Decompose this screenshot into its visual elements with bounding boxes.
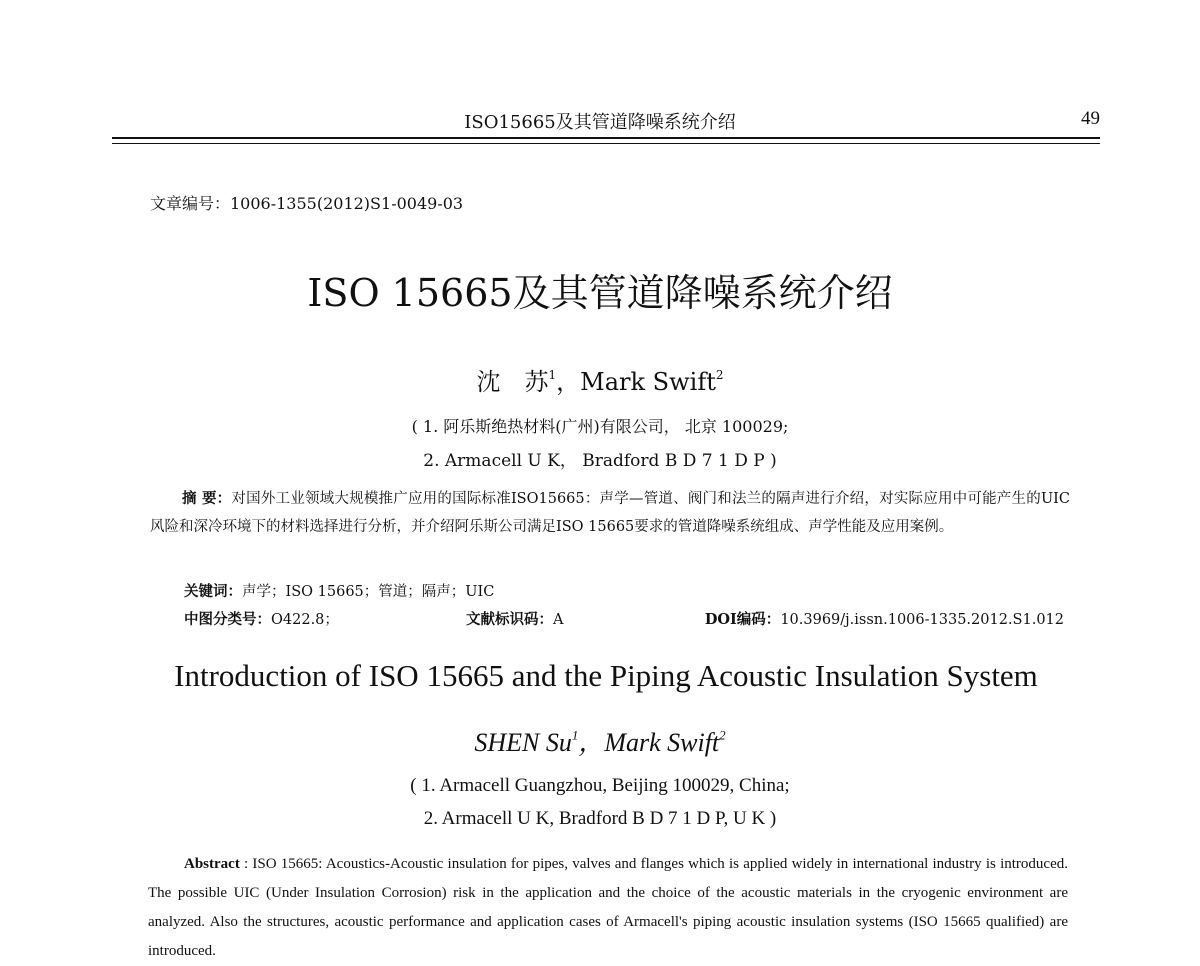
chinese-affiliation-2: 2. Armacell U K， Bradford B D 7 1 D P ) — [423, 451, 777, 471]
keywords — [184, 580, 494, 601]
author-name: 沈 苏 — [476, 368, 549, 396]
author-affiliation-mark: 1 — [548, 368, 557, 383]
running-header-title: ISO15665及其管道降噪系统介绍 — [464, 112, 736, 133]
chinese-title: ISO 15665及其管道降噪系统介绍 — [307, 271, 893, 315]
chinese-affiliation-1: ( 1. 阿乐斯绝热材料(广州)有限公司， 北京 100029; — [411, 417, 789, 436]
english-title: Introduction of ISO 15665 and the Piping Acoustic Insulation System — [174, 658, 1038, 693]
doi-value: 10.3969/j.issn.1006-1335.2012.S1.012 — [780, 612, 1064, 628]
english-authors — [0, 722, 1200, 759]
english-affiliation-1: ( 1. Armacell Guangzhou, Beijing 100029, China; — [410, 775, 790, 796]
clc-value: O422.8； — [271, 612, 339, 628]
document-code — [466, 608, 563, 629]
keywords-text: 声学；ISO 15665；管道；隔声；UIC — [242, 584, 495, 600]
clc-label: 中图分类号： — [184, 611, 271, 628]
document-code-value: A — [553, 612, 564, 628]
author-separator: ， — [556, 368, 581, 396]
author-name: SHEN Su — [474, 728, 572, 757]
chinese-authors — [0, 362, 1200, 397]
abstract-text: : ISO 15665: Acoustics-Acoustic insulation for pipes, valves and flanges which is applied widely in international industry is introduced. The possible UIC (Under Insulation Corrosion) risk in the application and the choice of the acoustic materials in the cryogenic environment are analyzed. Also the structures, acoustic performance and application cases of Armacell's piping acoustic insulation systems (ISO 15665 qualified) are introduced. — [148, 856, 1068, 959]
page-number: 49 — [1081, 108, 1100, 129]
english-abstract — [148, 850, 1068, 966]
author-affiliation-mark: 2 — [715, 368, 724, 383]
header-rule-thin — [112, 143, 1100, 144]
english-affiliation-2: 2. Armacell U K, Bradford B D 7 1 D P, U K ) — [423, 808, 777, 829]
author-affiliation-mark: 2 — [719, 727, 726, 743]
header-rule-thick — [112, 137, 1100, 139]
abstract-text: 对国外工业领域大规模推广应用的国际标准ISO15665：声学—管道、阀门和法兰的隔声进行介绍，对实际应用中可能产生的UIC风险和深冷环境下的材料选择进行分析，并介绍阿乐斯公司满足ISO 15665要求的管道降噪系统组成、声学性能及应用案例。 — [150, 491, 1070, 535]
keywords-label: 关键词： — [184, 583, 242, 600]
chinese-abstract — [150, 485, 1070, 541]
clc-number — [184, 608, 339, 629]
author-affiliation-mark: 1 — [571, 727, 579, 743]
doi-label: DOI编码： — [704, 611, 781, 628]
doi — [705, 608, 1064, 629]
author-name: Mark Swift — [604, 728, 720, 757]
abstract-label: Abstract — [184, 856, 240, 872]
article-number: 文章编号：1006-1355(2012)S1-0049-03 — [150, 194, 464, 213]
document-code-label: 文献标识码： — [466, 611, 553, 628]
author-separator: ， — [578, 728, 605, 757]
abstract-label: 摘 要： — [182, 490, 232, 507]
author-name: Mark Swift — [580, 368, 716, 396]
